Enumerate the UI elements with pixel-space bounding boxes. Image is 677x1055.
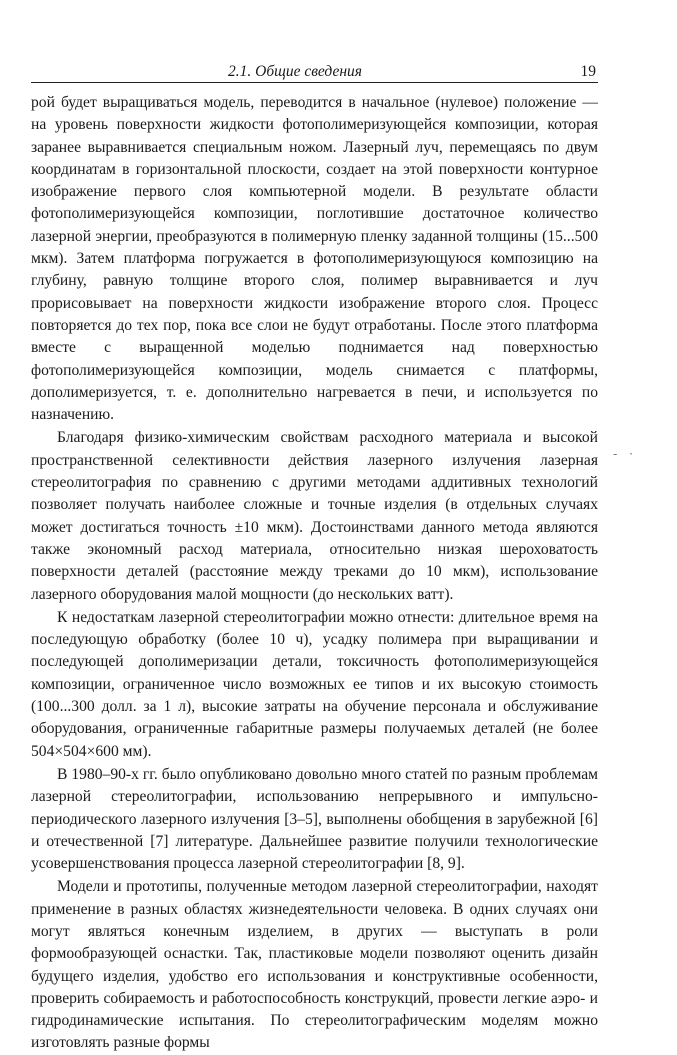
margin-mark: - · [613, 447, 637, 461]
book-page [31, 56, 598, 1055]
paragraph-disadvantages: К недостаткам лазерной стереолитографии можно отнести: длительное время на последующую обработку (более 10 ч), усадку полимера при выращивании и последующей дополимеризации детали, токсичность фотополимеризующейся композиции, ограниченное число возможных ее типов и их высокую стоимость (100...300 долл. за 1 л), высокие затраты на обучение персонала и обслуживание оборудования, ограниченные габаритные размеры получаемых деталей (не более 504×504×600 мм). [31, 608, 598, 760]
paragraph-advantages: Благодаря физико-химическим свойствам расходного материала и высокой пространственной селективности действия лазерного излучения лазерная стереолитография по сравнению с другими методами аддитивных технологий позволяет получать наиболее сложные и точные изделия (в отдельных случаях может достигаться точность ±10 мкм). Достоинствами данного метода являются также экономный расход материала, относительно низкая шероховатость поверхности деталей (расстояние между треками до 10 мкм), использование лазерного оборудования малой мощности (до нескольких ватт). [31, 429, 598, 603]
paragraph-publications: В 1980–90-х гг. было опубликовано довольно много статей по разным проблемам лазерной стереолитографии, использованию непрерывного и импульсно-периодического лазерного излучения [3–5], выполнены обобщения в зарубежной [6] и отечественной [7] литературе. Дальнейшее развитие получили технологические усовершенствования процесса лазерной стереолитографии [8, 9]. [31, 765, 598, 873]
paragraph-continued: рой будет выращиваться модель, переводится в начальное (нулевое) положение — на уровень поверхности жидкости фотополимеризующейся композиции, которая заранее выравнивается специальным ножом. Лазерный луч, перемещаясь по двум координатам в горизонтальной плоскости, создает на этой поверхности контурное изображение первого слоя компьютерной модели. В результате области фотополимеризующейся композиции, поглотившие достаточное количество лазерной энергии, преобразуются в полимерную пленку заданной толщины (15...500 мкм). Затем платформа погружается в фотополимеризующуюся композицию на глубину, равную толщине второго слоя, полимер выравнивается и луч прорисовывает на поверхности жидкости изображение второго слоя. Процесс повторяется до тех пор, пока все слои не будут отработаны. После этого платформа вместе с выращенной моделью поднимается над поверхностью фотополимеризующейся композиции, модель снимается с платформы, дополимеризуется, т. е. дополнительно нагревается в печи, и используется по назначению. [31, 94, 598, 424]
paragraph-applications: Модели и прототипы, полученные методом лазерной стереолитографии, находят применение в разных областях жизнедеятельности человека. В одних случаях они могут являться конечным изделием, в других — выступать в роли формообразующей оснастки. Так, пластиковые модели позволяют оценить дизайн будущего изделия, удобство его использования и конструктивные особенности, проверить собираемость и работоспособность конструкций, провести легкие аэро- и гидродинамические испытания. По стереолитографическим моделям можно изготовлять разные формы [31, 878, 598, 1052]
running-header [31, 56, 598, 83]
page-number: 19 [580, 63, 596, 80]
body-text [31, 92, 598, 1055]
section-title: 2.1. Общие сведения [228, 63, 362, 80]
